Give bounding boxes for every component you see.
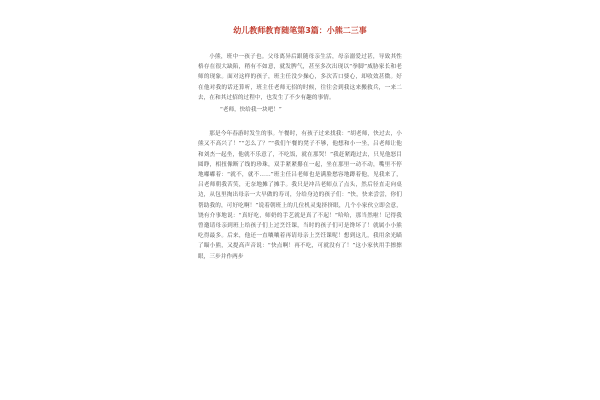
paragraph-story: 那是今年春游时发生的事。午餐时，有孩子过来找我：“胡老师，快过去，小熊又不高兴了！”“怎么了？”“我们午餐的凳子不够，他想和小一坐，吕老师让他和刘杰一起坐，他就不乐意了，不吃饭，就在那哭！”我赶紧跑过去，只见他怒目圆睁，相扭像断了线的珍珠，双手紧紧攥在一起，坐在那里一动不动，嘴里不停地嘟嘟着：“就不，就不……”班主任吕老师也是满脸愁容地蹲着他，见我来了，吕老师朝我苦笑，无奈地摊了摊手。我只是冲吕老师点了点头，然后径直走向桌边，从包里掏出母亲一大早做的寿司，分给身边的孩子们：“快，快来尝尝，你们帮助我的，可好吃啊！”说着朝班上的几位机灵鬼挤挤眼，几个小家伙立即会意，饶有介事地说：“真好吃，师奶的手艺就是真了不起！”哈哈，那当然啦！记得我曾邀请母亲到班上给孩子们上过烹饪课，当时的孩子们可是馋坏了！就属小小熊吃得最多。后来，他还一直嚷嚷着再请母亲上烹饪课呢！想到这儿，我用余光瞄了瞄小熊，又提高声音说：“快点啊！再不吃，可就没有了！”这小家伙用手擦擦眼，三步并作两步 — [198, 131, 402, 260]
document-title: 幼儿教师教育随笔第3篇：小熊二三事 — [233, 26, 367, 35]
paragraph-intro: 小熊，班中一孩子也。父母离异后跟随母亲生活，母亲溺爱过甚，导致其性格存在很大缺陷，稍有不如意，就发脾气，甚至多次出现以“拳脚”威胁家长和老师的现象。面对这样的孩子，班主任没少操心，多次苦口婆心，却收效甚微。好在他对我的话还算听，班主任老师无招的时候，往往会到我这来搬救兵，一来二去，在和其过招的过程中，也发生了不少有趣的事情。 — [198, 54, 402, 101]
paragraph-quote: “老师，快给我一块吧！” — [220, 107, 282, 114]
document-body — [198, 26, 402, 262]
